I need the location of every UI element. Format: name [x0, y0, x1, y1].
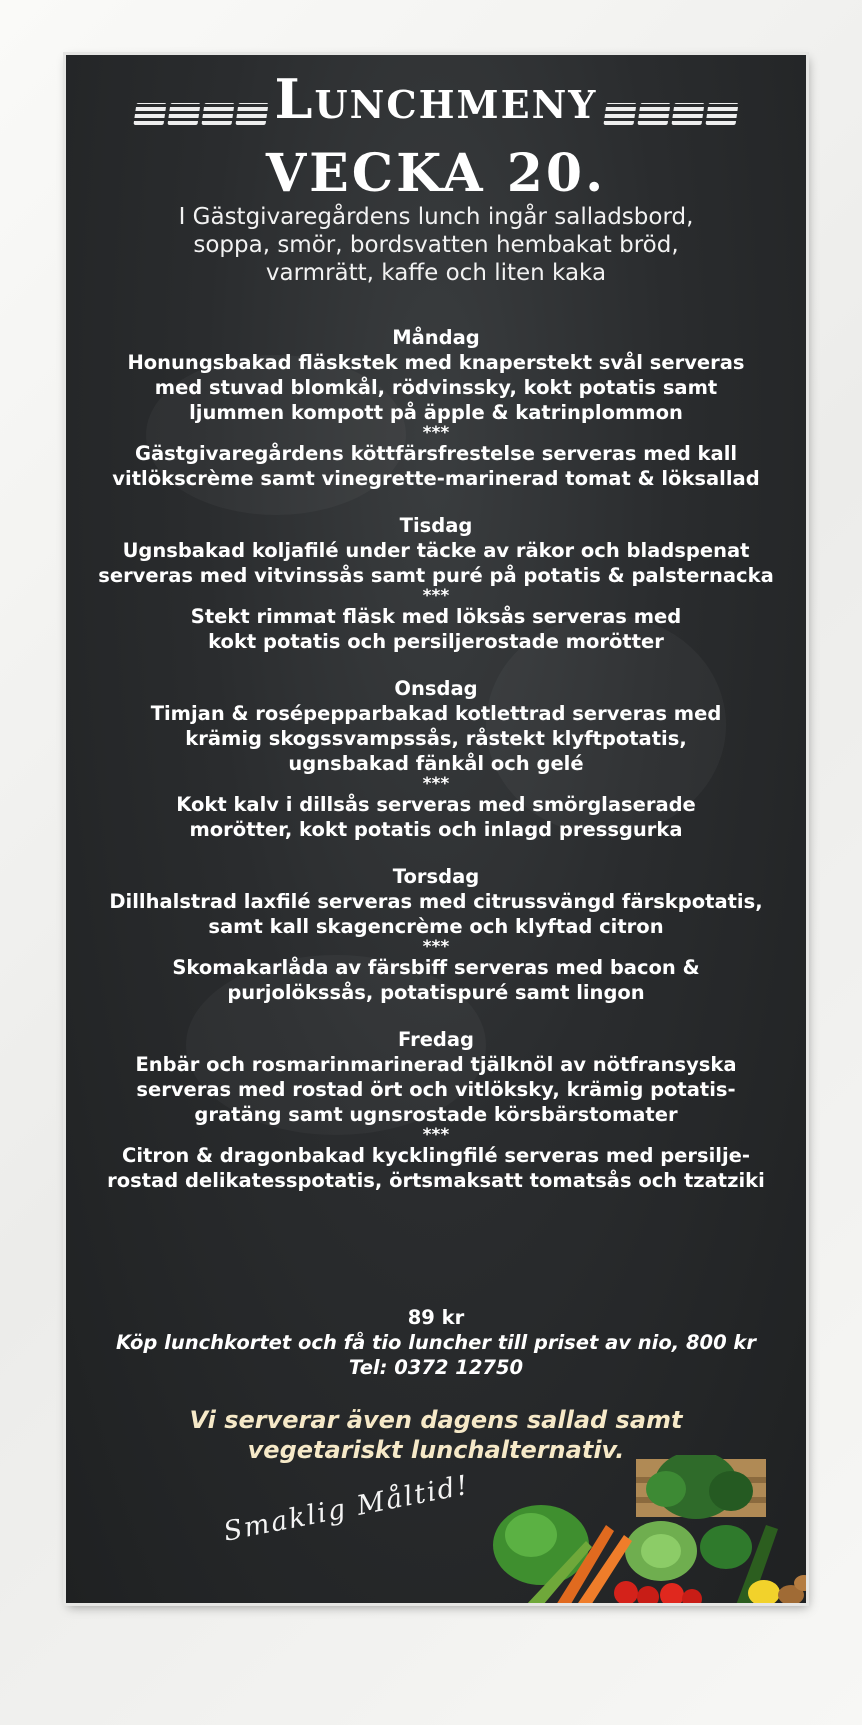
chalk-dash — [202, 103, 235, 125]
lunch-price: 89 kr — [407, 1306, 465, 1329]
chalk-dash — [637, 103, 670, 125]
dish-line: kokt potatis och persiljerostade morötter — [208, 630, 664, 653]
dish-line: gratäng samt ugnsrostade körsbärstomater — [194, 1103, 678, 1126]
dish-separator: *** — [422, 774, 450, 794]
dish-line: Stekt rimmat fläsk med löksås serveras med — [190, 605, 682, 628]
dish-line: samt kall skagencrème och klyftad citron — [208, 915, 664, 938]
intro-line: varmrätt, kaffe och liten kaka — [265, 260, 607, 286]
chalk-dash — [134, 103, 167, 125]
dish-separator: *** — [422, 937, 450, 957]
dish-line: Honungsbakad fläskstek med knaperstekt svål serveras — [127, 351, 745, 374]
vegetarian-line: Vi serverar även dagens sallad samt — [189, 1406, 683, 1434]
day-name: Tisdag — [399, 514, 473, 537]
dish-line: med stuvad blomkål, rödvinssky, kokt potatis samt — [154, 376, 718, 399]
intro-text — [66, 203, 806, 287]
dish-line: Timjan & rosépepparbakad kotlettrad serveras med — [150, 702, 722, 725]
day-name: Torsdag — [392, 865, 480, 888]
day-friday — [66, 1027, 806, 1193]
day-wednesday — [66, 676, 806, 842]
day-thursday — [66, 864, 806, 1005]
dish-line: Dillhalstrad laxfilé serveras med citrussvängd färskpotatis, — [109, 890, 763, 913]
day-name: Onsdag — [394, 677, 478, 700]
dish-line: purjolökssås, potatispuré samt lingon — [227, 981, 645, 1004]
chalk-dash — [671, 103, 704, 125]
day-name: Måndag — [392, 326, 480, 349]
dish-line: ugnsbakad fänkål och gelé — [288, 752, 584, 775]
title-row — [66, 67, 806, 131]
menu-title: Lunchmeny — [274, 67, 598, 131]
broccoli — [700, 1525, 752, 1569]
chalkboard — [66, 55, 806, 1603]
dish-line: serveras med rostad ört och vitlöksky, krämig potatis- — [136, 1078, 736, 1101]
dish-line: ljummen kompott på äpple & katrinplommon — [189, 401, 683, 424]
chalk-dash — [603, 103, 636, 125]
dish-line: Enbär och rosmarinmarinerad tjälknöl av nötfransyska — [135, 1053, 737, 1076]
dish-line: Ugnsbakad koljafilé under täcke av räkor och bladspenat — [122, 539, 750, 562]
phone-number: Tel: 0372 12750 — [348, 1356, 524, 1379]
dish-line: Skomakarlåda av färsbiff serveras med bacon & — [172, 956, 700, 979]
dish-separator: *** — [422, 1125, 450, 1145]
dish-line: Kokt kalv i dillsås serveras med smörglaserade — [176, 793, 696, 816]
lunch-card-offer: Köp lunchkortet och få tio luncher till priset av nio, 800 kr — [115, 1331, 757, 1354]
chalk-dash — [168, 103, 201, 125]
signature-text: Smaklig Måltid! — [221, 1469, 473, 1548]
dish-line: Gästgivaregårdens köttfärsfrestelse serveras med kall — [134, 442, 738, 465]
day-name: Fredag — [398, 1028, 474, 1051]
dish-line: krämig skogssvampssås, råstekt klyftpotatis, — [185, 727, 687, 750]
dish-line: morötter, kokt potatis och inlagd pressgurka — [189, 818, 683, 841]
dish-line: serveras med vitvinssås samt puré på potatis & palsternacka — [98, 564, 774, 587]
weekly-menu — [66, 325, 806, 1193]
intro-line: I Gästgivaregårdens lunch ingår salladsbord, — [178, 204, 694, 230]
chalk-dash — [236, 103, 269, 125]
day-monday — [66, 325, 806, 491]
dish-separator: *** — [422, 423, 450, 443]
dish-line: vitlökscrème samt vinegrette-marinerad tomat & löksallad — [112, 467, 760, 490]
vegetable-crate-illustration — [486, 1455, 806, 1603]
day-tuesday — [66, 513, 806, 654]
week-heading: VECKA 20. — [265, 143, 607, 204]
chalk-dash — [705, 103, 738, 125]
intro-line: soppa, smör, bordsvatten hembakat bröd, — [193, 232, 679, 258]
dish-line: rostad delikatesspotatis, örtsmaksatt tomatsås och tzatziki — [107, 1169, 765, 1192]
dish-line: Citron & dragonbakad kycklingfilé serveras med persilje- — [122, 1144, 750, 1167]
tomato — [614, 1581, 638, 1603]
dish-separator: *** — [422, 586, 450, 606]
vegetarian-line: vegetariskt lunchalternativ. — [247, 1436, 625, 1464]
